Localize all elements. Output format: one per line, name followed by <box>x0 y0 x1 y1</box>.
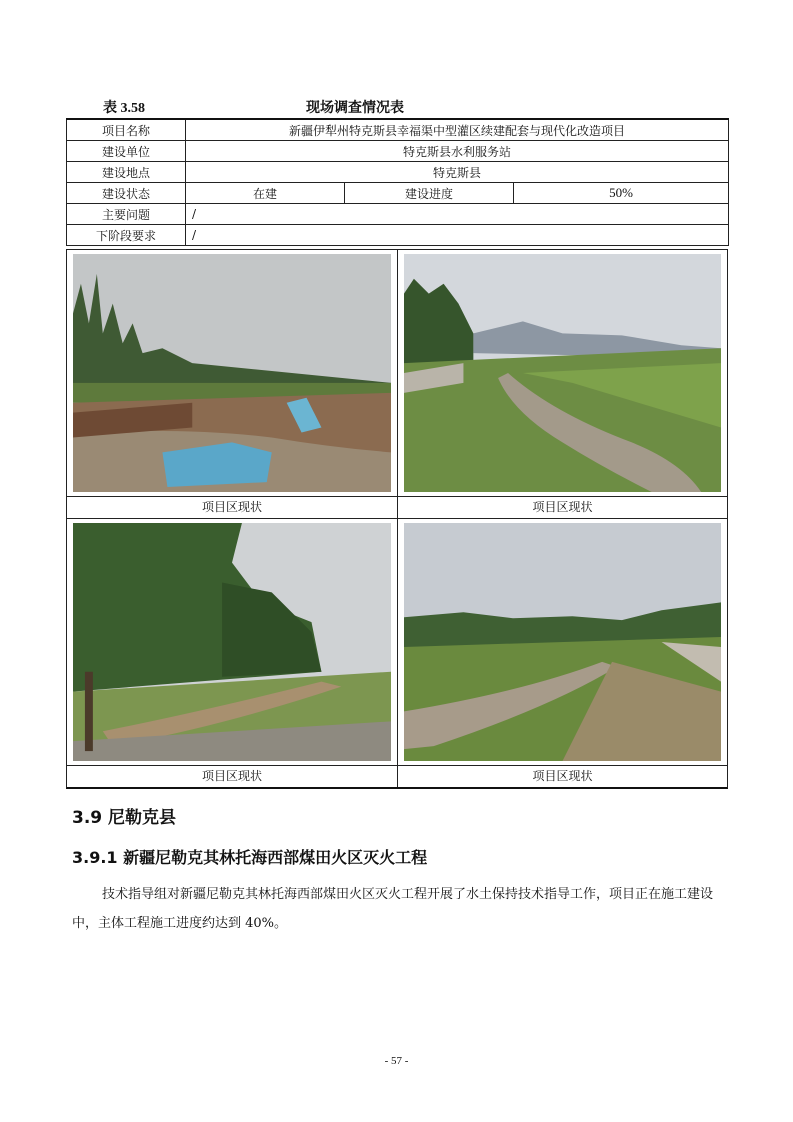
section-heading: 3.9 尼勒克县 <box>72 808 177 828</box>
page-number: - 57 - <box>384 1055 409 1067</box>
photo-row <box>67 519 727 765</box>
photo-cell <box>67 250 397 496</box>
paragraph-text: 技术指导组对新疆尼勒克其林托海西部煤田火区灭火工程开展了水土保持技术指导工作，项目正在施工建设中，主体工程施工进度约达到 40%。 <box>72 887 714 931</box>
issues-value: / <box>186 204 729 225</box>
next-stage-value: / <box>186 225 729 246</box>
project-name-value: 新疆伊犁州特克斯县幸福渠中型灌区续建配套与现代化改造项目 <box>186 119 729 141</box>
progress-value: 50% <box>514 183 729 204</box>
site-photo-4 <box>404 523 721 761</box>
row-label: 项目名称 <box>67 119 186 141</box>
builder-value: 特克斯县水利服务站 <box>186 141 729 162</box>
row-label: 建设单位 <box>67 141 186 162</box>
table-row <box>67 204 729 225</box>
subsection-heading: 3.9.1 新疆尼勒克其林托海西部煤田火区灭火工程 <box>72 848 428 867</box>
body-paragraph <box>72 880 722 938</box>
table-title: 现场调查情况表 <box>306 100 404 116</box>
table-row <box>67 141 729 162</box>
photo-caption: 项目区现状 <box>397 497 727 518</box>
location-value: 特克斯县 <box>186 162 729 183</box>
photo-caption: 项目区现状 <box>397 766 727 787</box>
photo-cell <box>397 519 727 765</box>
photo-cell <box>397 250 727 496</box>
photo-cell <box>67 519 397 765</box>
caption-row <box>67 765 727 787</box>
site-photo-2 <box>404 254 721 492</box>
table-caption <box>0 97 793 117</box>
row-label: 建设地点 <box>67 162 186 183</box>
table-row <box>67 183 729 204</box>
photo-row <box>67 250 727 496</box>
photo-grid <box>66 249 728 789</box>
row-label: 下阶段要求 <box>67 225 186 246</box>
table-number: 表 3.58 <box>103 101 145 116</box>
status-value: 在建 <box>186 183 345 204</box>
table-row <box>67 225 729 246</box>
row-label: 建设状态 <box>67 183 186 204</box>
site-photo-1 <box>73 254 391 492</box>
table-row <box>67 119 729 141</box>
caption-row <box>67 496 727 519</box>
progress-label: 建设进度 <box>345 183 514 204</box>
photo-caption: 项目区现状 <box>201 500 262 514</box>
survey-info-table <box>66 118 729 246</box>
row-label: 主要问题 <box>67 204 186 225</box>
photo-caption: 项目区现状 <box>201 769 262 783</box>
site-photo-3 <box>73 523 391 761</box>
table-row <box>67 162 729 183</box>
